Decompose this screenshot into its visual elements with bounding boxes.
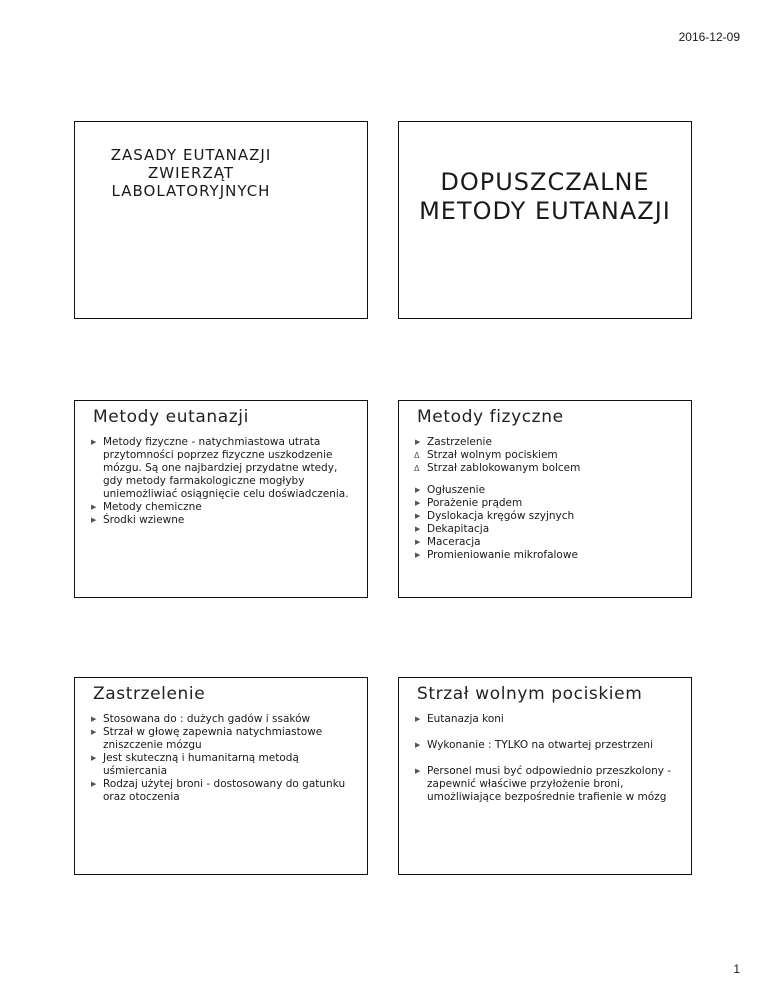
slide-title-text: [95, 146, 287, 200]
triangle-right-icon: ▶: [415, 512, 421, 520]
triangle-right-icon: ▶: [415, 438, 421, 446]
list-item: ▶ Eutanazja koni: [415, 713, 504, 725]
triangle-right-icon: ▶: [91, 780, 97, 788]
list-item: ▶ Ogłuszenie: [415, 484, 486, 496]
list-item: ▶ Stosowana do : dużych gadów i ssaków: [91, 713, 311, 725]
list-subitem: Δ Strzał zablokowanym bolcem: [414, 462, 581, 474]
list-item: ▶ Maceracja: [415, 536, 481, 548]
slide-heading: Metody eutanazji: [93, 407, 249, 427]
bullet-list: [89, 713, 353, 804]
triangle-right-icon: ▶: [415, 499, 421, 507]
triangle-up-icon: Δ: [414, 464, 420, 473]
triangle-up-icon: Δ: [414, 451, 420, 460]
slide-title-2: [398, 121, 692, 319]
slide-zastrzelenie: [74, 677, 368, 875]
slide-heading: Zastrzelenie: [93, 684, 206, 704]
slide-strzal-wolnym-pociskiem: [398, 677, 692, 875]
list-item: ▶ Wykonanie : TYLKO na otwartej przestrzeni: [415, 739, 654, 751]
triangle-right-icon: ▶: [91, 438, 97, 446]
triangle-right-icon: ▶: [415, 551, 421, 559]
triangle-right-icon: ▶: [415, 767, 421, 775]
slide-heading: Strzał wolnym pociskiem: [417, 684, 643, 704]
list-item: ▶ Dekapitacja: [415, 523, 490, 535]
header-date: 2016-12-09: [678, 30, 740, 44]
slide-title-text: [399, 168, 691, 226]
list-item: ▶ Metody fizyczne - natychmiastowa utrata przytomności poprzez fizyczne uszkodzenie mózgu. Są one najbardziej przydatne wtedy, gdy metody farmakologiczne mogłyby uniemożliwiać osiągnięcie celu doświadczenia.: [91, 436, 349, 500]
triangle-right-icon: ▶: [91, 503, 97, 511]
bullet-list: [89, 436, 353, 527]
title-line: DOPUSZCZALNE: [440, 168, 650, 196]
list-item: ▶ Personel musi być odpowiednio przeszkolony - zapewnić właściwe przyłożenie broni, umożliwiające bezpośrednie trafienie w mózg: [415, 765, 672, 803]
triangle-right-icon: ▶: [415, 538, 421, 546]
slide-title-1: [74, 121, 368, 319]
list-item: ▶ Zastrzelenie: [415, 436, 492, 448]
title-line: ZASADY EUTANAZJI: [110, 146, 272, 164]
triangle-right-icon: ▶: [415, 525, 421, 533]
page-number: 1: [733, 962, 740, 976]
list-item: ▶ Strzał w głowę zapewnia natychmiastowe zniszczenie mózgu: [91, 726, 323, 751]
triangle-right-icon: ▶: [415, 741, 421, 749]
list-item: ▶ Metody chemiczne: [91, 501, 202, 513]
list-item: ▶ Porażenie prądem: [415, 497, 523, 509]
slide-metody-fizyczne: [398, 400, 692, 598]
slide-heading: Metody fizyczne: [417, 407, 564, 427]
list-item: ▶ Środki wziewne: [91, 514, 185, 526]
list-item: ▶ Dyslokacja kręgów szyjnych: [415, 510, 575, 522]
title-line: ZWIERZĄT: [148, 164, 234, 182]
triangle-right-icon: ▶: [91, 728, 97, 736]
triangle-right-icon: ▶: [91, 715, 97, 723]
list-item: ▶ Rodzaj użytej broni - dostosowany do gatunku oraz otoczenia: [91, 778, 346, 803]
title-line: METODY EUTANAZJI: [419, 196, 671, 225]
slide-metody-eutanazji: [74, 400, 368, 598]
triangle-right-icon: ▶: [91, 516, 97, 524]
triangle-right-icon: ▶: [91, 754, 97, 762]
list-item: ▶ Jest skuteczną i humanitarną metodą uśmiercania: [91, 752, 299, 777]
list-item: ▶ Promieniowanie mikrofalowe: [415, 549, 578, 561]
list-subitem: Δ Strzał wolnym pociskiem: [414, 449, 558, 461]
title-line: LABOLATORYJNYCH: [111, 182, 271, 200]
bullet-list: [413, 713, 677, 817]
list-gap: [413, 475, 677, 484]
bullet-list: [413, 436, 677, 562]
triangle-right-icon: ▶: [415, 486, 421, 494]
triangle-right-icon: ▶: [415, 715, 421, 723]
